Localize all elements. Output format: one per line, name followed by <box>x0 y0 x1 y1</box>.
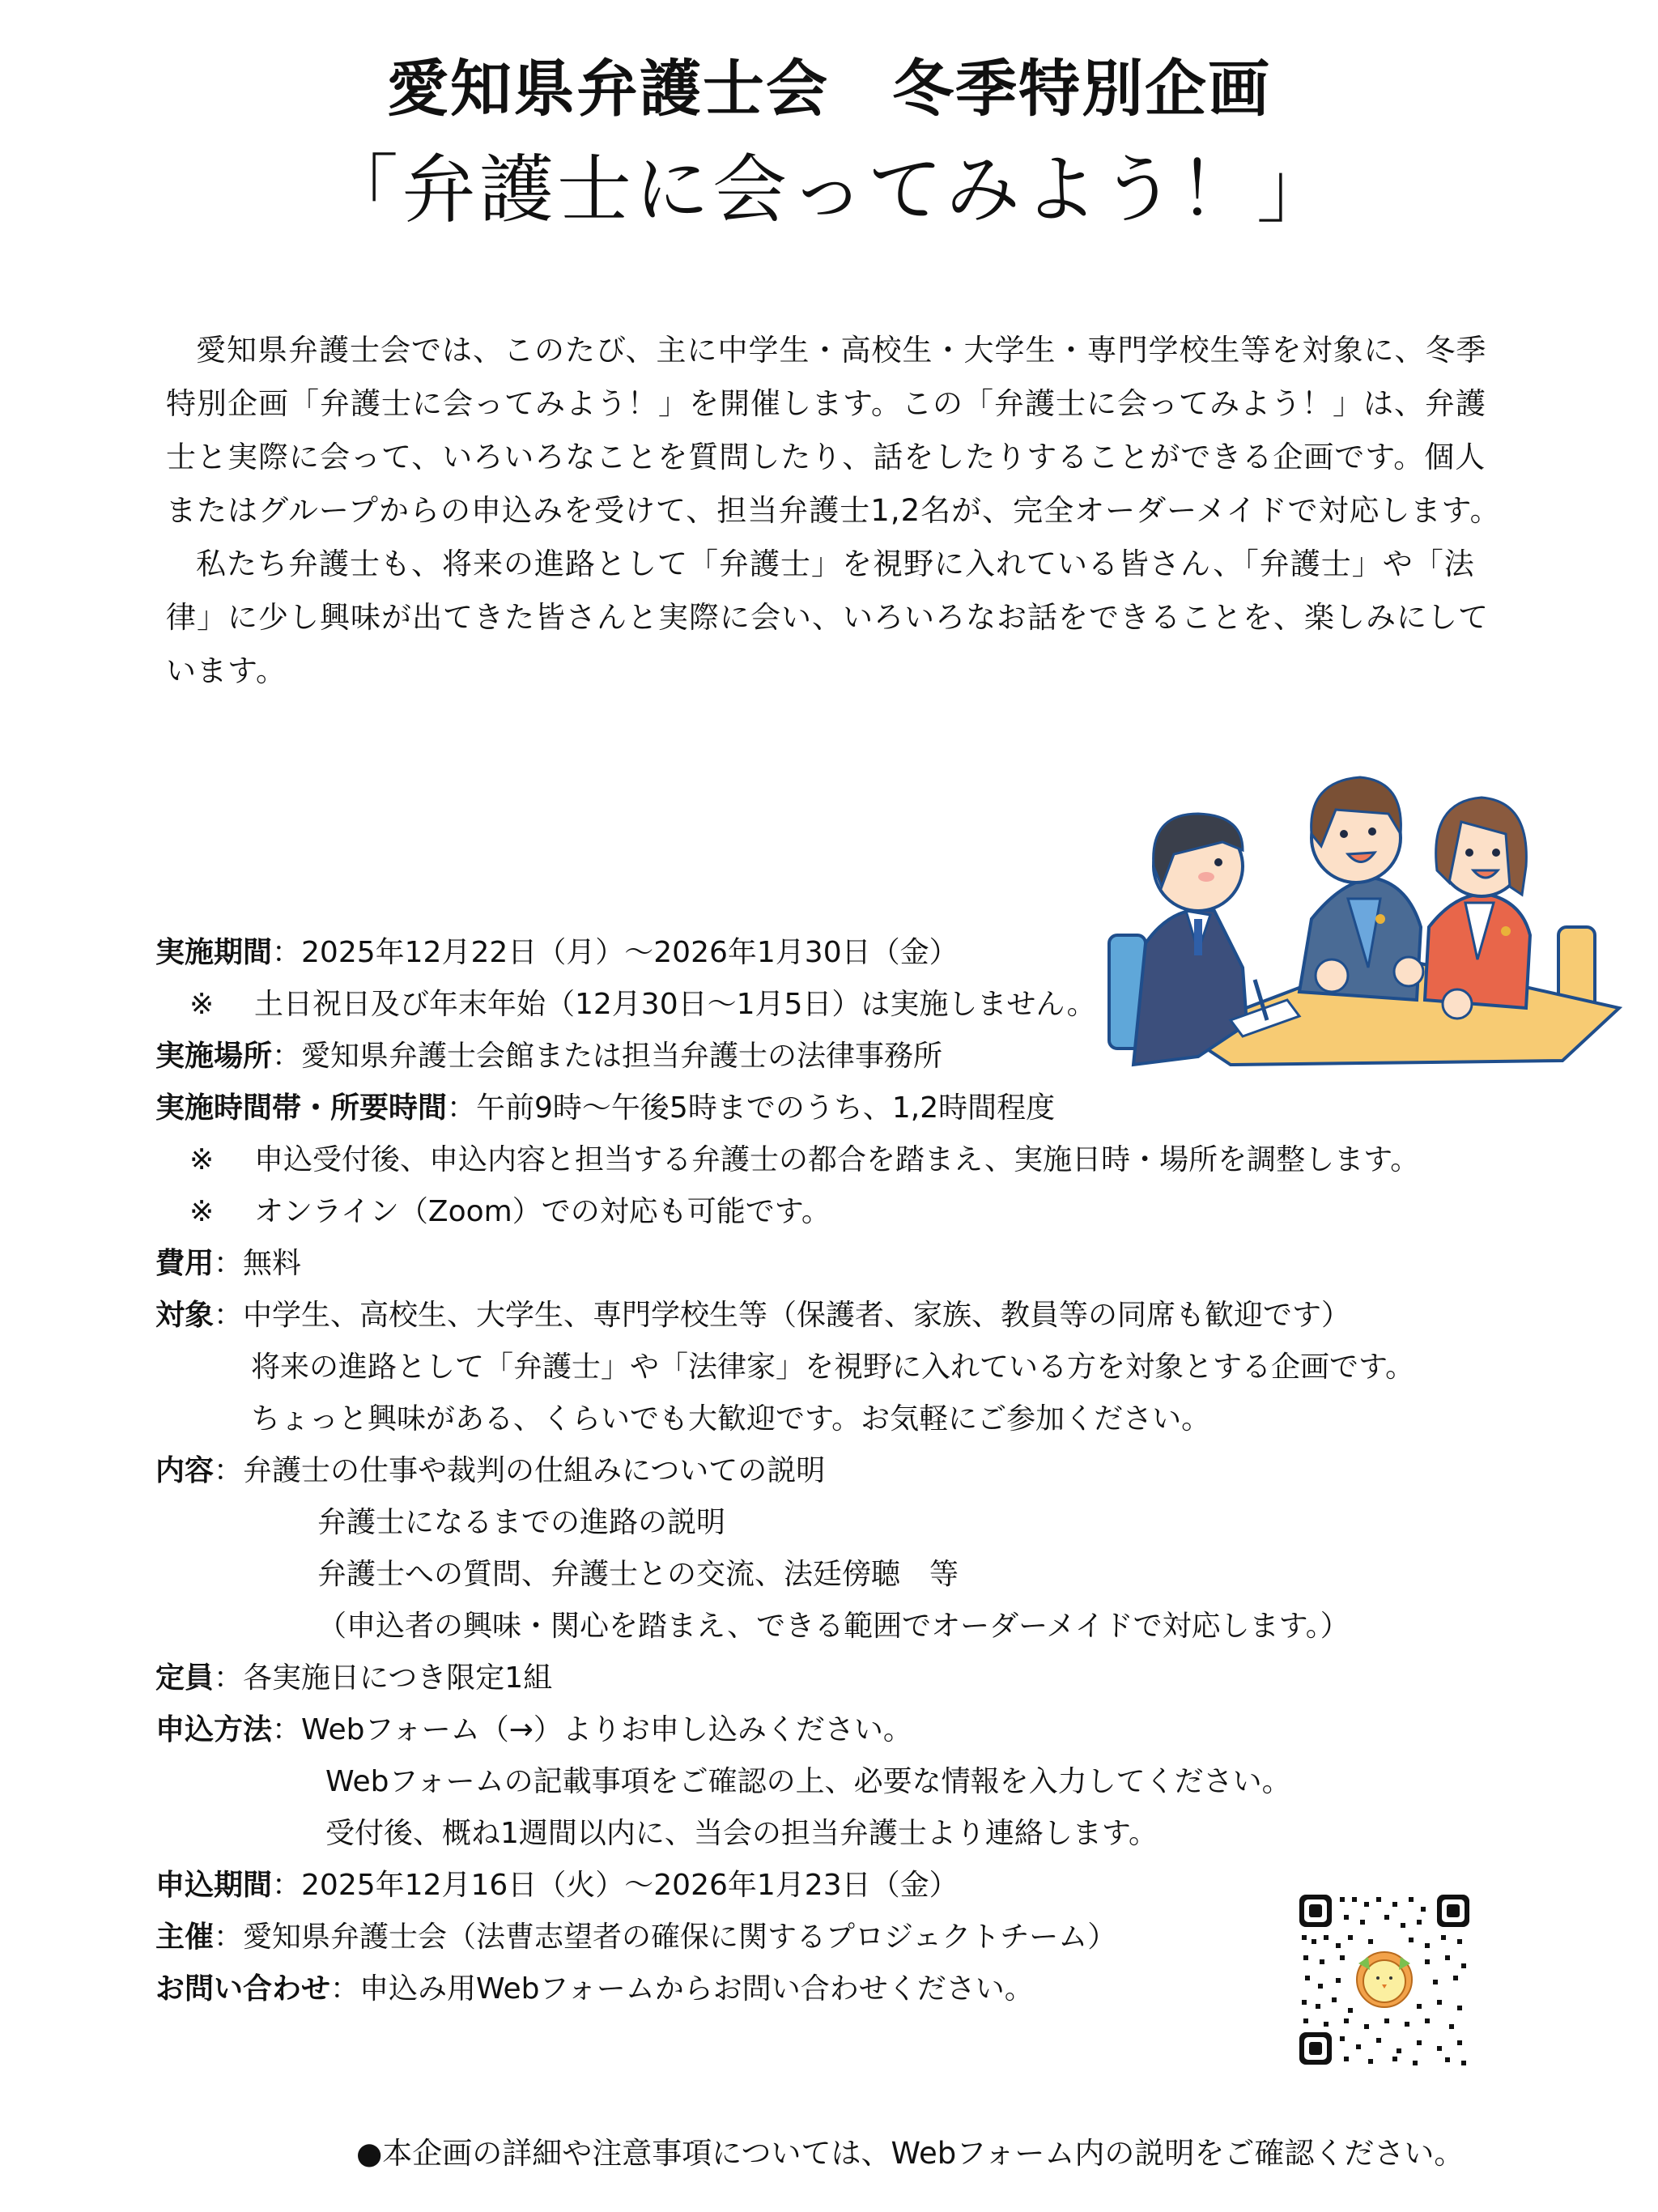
detail-value: 2025年12月16日（火）～2026年1月23日（金） <box>301 1869 959 1902</box>
detail-apply-method: 申込方法：Webフォーム（→）よりお申し込みください。 <box>155 1713 912 1746</box>
detail-value: Webフォーム（→）よりお申し込みください。 <box>301 1713 912 1746</box>
detail-target: 対象：中学生、高校生、大学生、専門学校生等（保護者、家族、教員等の同席も歓迎です） <box>155 1299 1351 1332</box>
web-form-qr-code[interactable] <box>1295 1891 1473 2069</box>
detail-label: 費用 <box>155 1247 215 1280</box>
detail-period-note: ※ 土日祝日及び年末年始（12月30日～1月5日）は実施しません。 <box>155 979 1451 1031</box>
detail-content-line: 弁護士になるまでの進路の説明 <box>317 1506 726 1539</box>
mascot-icon <box>1357 1952 1412 2007</box>
detail-period: 実施期間：2025年12月22日（月）～2026年1月30日（金） <box>155 936 959 969</box>
footer-note: ●本企画の詳細や注意事項については、Webフォーム内の説明をご確認ください。 <box>356 2136 1465 2171</box>
detail-value: 弁護士の仕事や裁判の仕組みについての説明 <box>243 1454 826 1487</box>
intro-paragraph: 私たち弁護士も、将来の進路として「弁護士」を視野に入れている皆さん、「弁護士」や「法律」に少し興味が出てきた皆さんと実際に会い、いろいろなお話をできることを、楽しみにしています。 <box>166 547 1489 688</box>
detail-label: 定員 <box>155 1661 215 1695</box>
page-title-organizer: 愛知県弁護士会 冬季特別企画 <box>387 53 1271 125</box>
detail-label: 実施期間 <box>155 936 273 969</box>
detail-content-line: 弁護士への質問、弁護士との交流、法廷傍聴 等 <box>317 1558 959 1591</box>
detail-time-note: ※ 申込受付後、申込内容と担当する弁護士の都合を踏まえ、実施日時・場所を調整します。 <box>155 1134 1451 1186</box>
note-mark: ※ <box>189 1143 215 1176</box>
detail-target-line: ちょっと興味がある、くらいでも大歓迎です。お気軽にご参加ください。 <box>251 1402 1211 1436</box>
detail-label: 内容 <box>155 1454 215 1487</box>
note-mark: ※ <box>189 1195 215 1228</box>
detail-label: 対象 <box>155 1299 215 1332</box>
intro-section <box>166 324 1510 698</box>
detail-contact: お問い合わせ：申込み用Webフォームからお問い合わせください。 <box>155 1972 1034 2006</box>
detail-label: 申込期間 <box>155 1869 273 1902</box>
detail-target-line: 将来の進路として「弁護士」や「法律家」を視野に入れている方を対象とする企画です。 <box>251 1351 1415 1384</box>
detail-label: 主催 <box>155 1921 215 1954</box>
page-title-event: 「弁護士に会ってみよう！」 <box>323 147 1334 233</box>
detail-content-line: （申込者の興味・関心を踏まえ、できる範囲でオーダーメイドで対応します。） <box>317 1610 1350 1643</box>
detail-apply-period: 申込期間：2025年12月16日（火）～2026年1月23日（金） <box>155 1869 959 1902</box>
detail-value: 2025年12月22日（月）～2026年1月30日（金） <box>301 936 959 969</box>
detail-apply-line: 受付後、概ね1週間以内に、当会の担当弁護士より連絡します。 <box>325 1817 1158 1850</box>
detail-value: 中学生、高校生、大学生、専門学校生等（保護者、家族、教員等の同席も歓迎です） <box>243 1299 1351 1332</box>
detail-value: 午前9時～午後5時までのうち、1,2時間程度 <box>476 1091 1056 1125</box>
intro-paragraph: 愛知県弁護士会では、このたび、主に中学生・高校生・大学生・専門学校生等を対象に、冬季特別企画「弁護士に会ってみよう！」を開催します。この「弁護士に会ってみよう！」は、弁護士と実際に会って、いろいろなことを質問したり、話をしたりすることができる企画です。個人またはグループからの申込みを受けて、担当弁護士1,2名が、完全オーダーメイドで対応します。 <box>166 333 1501 528</box>
detail-value: 愛知県弁護士会館または担当弁護士の法律事務所 <box>301 1040 943 1073</box>
detail-place: 実施場所：愛知県弁護士会館または担当弁護士の法律事務所 <box>155 1040 943 1073</box>
detail-fee: 費用：無料 <box>155 1247 302 1280</box>
detail-time: 実施時間帯・所要時間：午前9時～午後5時までのうち、1,2時間程度 <box>155 1091 1056 1125</box>
detail-label: お問い合わせ <box>155 1972 331 2006</box>
detail-value: 各実施日につき限定1組 <box>243 1661 553 1695</box>
detail-value: 愛知県弁護士会（法曹志望者の確保に関するプロジェクトチーム） <box>243 1921 1117 1954</box>
event-details <box>155 927 1451 2015</box>
detail-apply-line: Webフォームの記載事項をご確認の上、必要な情報を入力してください。 <box>325 1765 1291 1798</box>
detail-capacity: 定員：各実施日につき限定1組 <box>155 1661 553 1695</box>
detail-time-note: ※ オンライン（Zoom）での対応も可能です。 <box>155 1186 1451 1238</box>
detail-label: 申込方法 <box>155 1713 273 1746</box>
detail-organizer: 主催：愛知県弁護士会（法曹志望者の確保に関するプロジェクトチーム） <box>155 1921 1117 1954</box>
qr-code-icon <box>1295 1891 1473 2069</box>
note-mark: ※ <box>189 988 215 1021</box>
detail-value: 申込み用Webフォームからお問い合わせください。 <box>359 1972 1034 2006</box>
detail-value: 無料 <box>243 1247 302 1280</box>
detail-label: 実施場所 <box>155 1040 273 1073</box>
detail-content: 内容：弁護士の仕事や裁判の仕組みについての説明 <box>155 1454 826 1487</box>
detail-label: 実施時間帯・所要時間 <box>155 1091 448 1125</box>
